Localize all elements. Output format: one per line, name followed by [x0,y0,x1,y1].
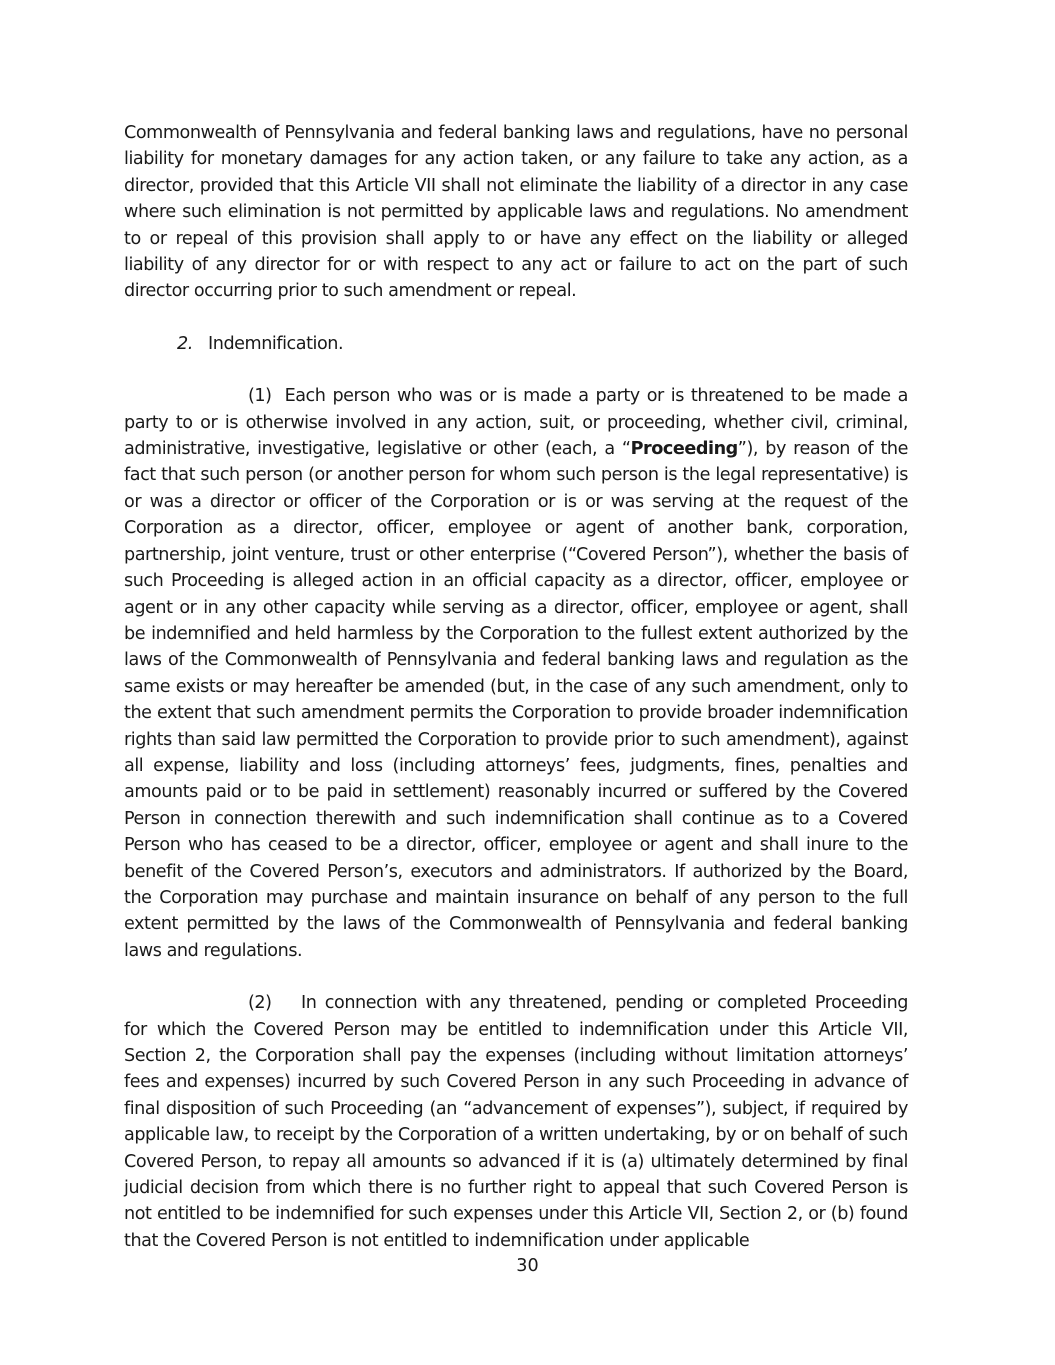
page-number: 30 [516,1256,539,1276]
paragraph-1-text-start: Each person who was or is made a party or is threatened to be made a party to or is otherwise involved in any action, suit, or proceeding, whether civil, criminal, administrative, investigative, legislative or other (each, a “ [124,386,908,460]
defined-term-proceeding: Proceeding [630,439,738,460]
paragraph-spacer [124,357,908,383]
section-number: 2. [177,333,193,354]
paragraph-2-marker: (2) [248,993,272,1014]
paragraph-spacer [124,964,908,990]
paragraph-1-text-rest: ”), by reason of the fact that such person (or another person for whom such person is the legal representative) is or was a director or officer of the Corporation or is or was serving at the request of the Corporation as a director, officer, employee or agent of another bank, corporation, partnership, joint venture, trust or other enterprise (“Covered Person”), whether the basis of such Proceeding is alleged action in an official capacity as a director, officer, employee or agent or in any other capacity while serving as a director, officer, employee or agent, shall be indemnified and held harmless by the Corporation to the fullest extent authorized by the laws of the Commonwealth of Pennsylvania and federal banking laws and regulation as the same exists or may hereafter be amended (but, in the case of any such amendment, only to the extent that such amendment permits the Corporation to provide broader indemnification rights than said law permitted the Corporation to provide prior to such amendment), against all expense, liability and loss (including attorneys’ fees, judgments, fines, penalties and amounts paid or to be paid in settlement) reasonably incurred or suffered by the Covered Person in connection therewith and such indemnification shall continue as to a Covered Person who has ceased to be a director, officer, employee or agent and shall inure to the benefit of the Covered Person’s, executors and administrators. If authorized by the Board, the Corporation may purchase and maintain insurance on behalf of any person to the full extent permitted by the laws of the Commonwealth of Pennsylvania and federal banking laws and regulations. [124,439,909,961]
section-heading [124,331,908,357]
section-title: Indemnification. [208,333,344,354]
paragraph-2 [124,990,908,1254]
paragraph-1 [124,383,908,964]
intro-paragraph: Commonwealth of Pennsylvania and federal banking laws and regulations, have no personal liability for monetary damages for any action taken, or any failure to take any action, as a director, provided that this Article VII shall not eliminate the liability of a director in any case where such elimination is not permitted by applicable laws and regulations. No amendment to or repeal of this provision shall apply to or have any effect on the liability or alleged liability of any director for or with respect to any act or failure to act on the part of such director occurring prior to such amendment or repeal. [124,123,908,302]
paragraph-spacer [124,305,908,331]
paragraph-1-marker: (1) [248,386,272,407]
document-body [124,120,908,1254]
paragraph-2-text: In connection with any threatened, pending or completed Proceeding for which the Covered Person may be entitled to indemnification under this Article VII, Section 2, the Corporation shall pay the expenses (including without limitation attorneys’ fees and expenses) incurred by such Covered Person in any such Proceeding in advance of final disposition of such Proceeding (an “advancement of expenses”), subject, if required by applicable law, to receipt by the Corporation of a written undertaking, by or on behalf of such Covered Person, to repay all amounts so advanced if it is (a) ultimately determined by final judicial decision from which there is no further right to appeal that such Covered Person is not entitled to be indemnified for such expenses under this Article VII, Section 2, or (b) found that the Covered Person is not entitled to indemnification under applicable [124,993,908,1251]
